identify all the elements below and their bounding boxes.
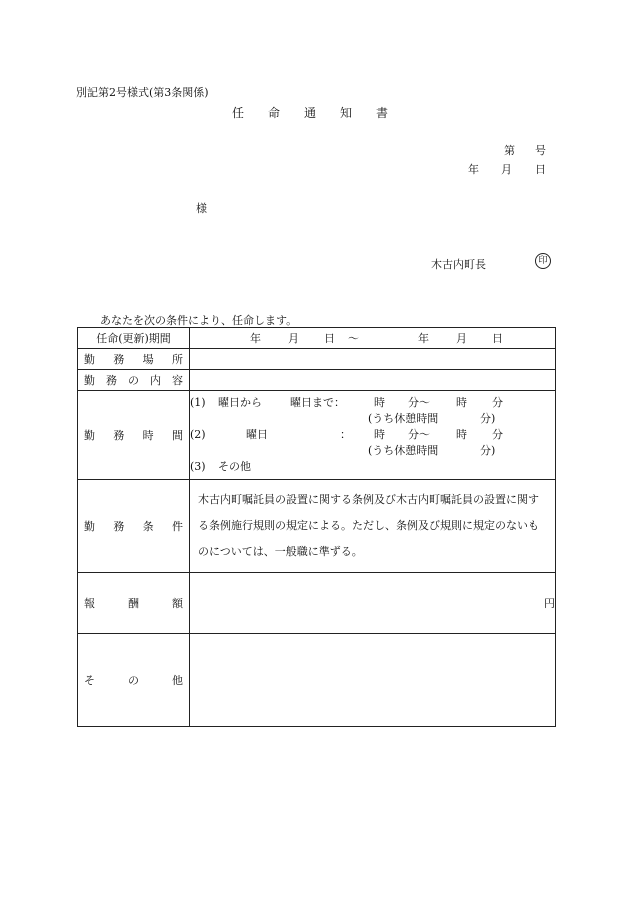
table-row-pay — [78, 573, 556, 634]
table-row-content — [78, 370, 556, 391]
label-char: 条 — [142, 520, 154, 533]
hours-m1: 分〜 — [408, 396, 430, 409]
hours-m1: 分〜 — [408, 428, 430, 441]
hours-break-1 — [190, 411, 555, 427]
hours-h1: 時 — [374, 396, 385, 409]
title-char: 命 — [268, 106, 281, 120]
label-char: 間 — [171, 429, 183, 442]
hours-h2: 時 — [456, 428, 467, 441]
issue-date — [468, 161, 546, 177]
label-char: 酬 — [128, 597, 139, 610]
break-min: 分) — [480, 444, 496, 457]
value-hours — [190, 391, 556, 480]
title-char: 通 — [304, 106, 317, 120]
label-pay — [78, 573, 190, 634]
label-char: 内 — [150, 374, 161, 387]
hours-line-2 — [190, 427, 555, 443]
hours-num: (2) — [190, 428, 206, 441]
break-min: 分) — [480, 412, 496, 425]
conditions-table — [77, 327, 556, 727]
hours-from: 曜日から — [218, 396, 262, 409]
label-char: 勤 — [84, 374, 95, 387]
label-conditions — [78, 480, 190, 573]
label-char: 務 — [113, 520, 125, 533]
hours-m2: 分 — [492, 396, 503, 409]
hours-other: その他 — [218, 460, 251, 473]
hours-line-3 — [190, 459, 555, 475]
label-char: 額 — [172, 597, 183, 610]
table-row-other — [78, 634, 556, 727]
period-tilde: 〜 — [348, 332, 359, 345]
number-go: 号 — [535, 144, 546, 157]
title-char: 任 — [232, 106, 245, 120]
hours-m2: 分 — [492, 428, 503, 441]
period-day: 日 — [324, 332, 335, 345]
value-conditions — [190, 480, 556, 573]
label-char: 勤 — [84, 429, 95, 442]
label-char: 勤 — [84, 520, 95, 533]
label-char: の — [128, 674, 139, 687]
number-dai: 第 — [504, 144, 515, 157]
hours-num: (1) — [190, 396, 206, 409]
seal-mark: 印 — [535, 253, 551, 269]
issuer-name: 木古内町長 — [431, 258, 486, 271]
label-char: そ — [84, 674, 95, 687]
title-char: 書 — [376, 106, 389, 120]
label-char: 件 — [171, 520, 183, 533]
value-other — [190, 634, 556, 727]
label-period: 任命(更新)期間 — [78, 328, 190, 349]
table-row-conditions — [78, 480, 556, 573]
value-period — [190, 328, 556, 349]
break-text: (うち休憩時間 — [368, 412, 439, 425]
hours-h2: 時 — [456, 396, 467, 409]
date-month: 月 — [501, 163, 512, 176]
label-place — [78, 349, 190, 370]
value-place — [190, 349, 556, 370]
form-number: 別記第2号様式(第3条関係) — [76, 86, 209, 99]
label-hours — [78, 391, 190, 480]
label-char: 容 — [172, 374, 183, 387]
hours-num: (3) — [190, 460, 206, 473]
label-char: 場 — [142, 353, 154, 366]
hours-break-2 — [190, 443, 555, 459]
table-row-place — [78, 349, 556, 370]
label-content — [78, 370, 190, 391]
date-day: 日 — [535, 163, 546, 176]
conditions-text: 木古内町嘱託員の設置に関する条例及び木古内町嘱託員の設置に関する条例施行規則の規定による。ただし、条例及び規則に規定のないものについては、一般職に準ずる。 — [198, 493, 539, 558]
document-number — [504, 142, 546, 158]
period-month: 月 — [288, 332, 299, 345]
hours-day: 曜日 — [246, 428, 268, 441]
label-char: 務 — [106, 374, 117, 387]
value-content — [190, 370, 556, 391]
document-title — [232, 104, 412, 121]
hours-to: 曜日まで： — [290, 396, 345, 409]
table-row-period — [78, 328, 556, 349]
label-other — [78, 634, 190, 727]
label-char: 他 — [172, 674, 183, 687]
label-char: 務 — [113, 353, 125, 366]
hours-line-1 — [190, 395, 555, 411]
value-pay: 円 — [190, 573, 556, 634]
label-char: 所 — [171, 353, 183, 366]
label-char: の — [128, 374, 139, 387]
label-char: 報 — [84, 597, 95, 610]
period-year: 年 — [250, 332, 261, 345]
intro-text: あなたを次の条件により、任命します。 — [100, 314, 298, 327]
period-day2: 日 — [492, 332, 503, 345]
hours-colon: ： — [340, 428, 351, 441]
break-text: (うち休憩時間 — [368, 444, 439, 457]
period-year2: 年 — [418, 332, 429, 345]
addressee-suffix: 様 — [196, 202, 207, 215]
title-char: 知 — [340, 106, 353, 120]
period-month2: 月 — [456, 332, 467, 345]
date-year: 年 — [468, 163, 479, 176]
label-char: 勤 — [84, 353, 95, 366]
label-char: 務 — [113, 429, 125, 442]
label-char: 時 — [142, 429, 154, 442]
hours-h1: 時 — [374, 428, 385, 441]
table-row-hours — [78, 391, 556, 480]
